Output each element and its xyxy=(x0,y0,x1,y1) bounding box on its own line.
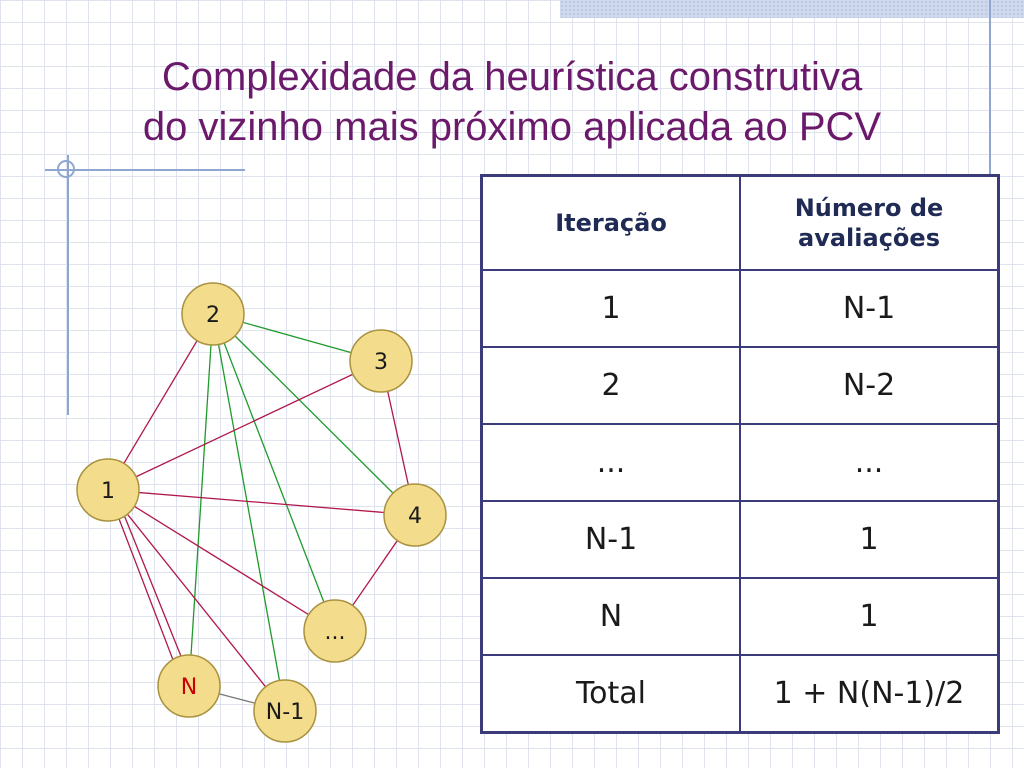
header-iteracao: Iteração xyxy=(482,176,741,271)
edge-2-n1 xyxy=(213,314,285,711)
title-line-2: do vizinho mais próximo aplicada ao PCV xyxy=(142,105,882,149)
node-3-label: 3 xyxy=(374,350,388,375)
table-cell: 1 + N(N-1)/2 xyxy=(740,655,999,733)
table-cell: N xyxy=(482,578,741,655)
edge-1-4 xyxy=(108,490,415,515)
table-row xyxy=(482,501,999,578)
graph-nodes xyxy=(77,283,446,742)
table-cell: 1 xyxy=(482,270,741,347)
node-1-label: 1 xyxy=(101,479,115,504)
table-cell: N-2 xyxy=(740,347,999,424)
table-cell: N-1 xyxy=(740,270,999,347)
table-cell: ... xyxy=(740,424,999,501)
edge-2-dots xyxy=(213,314,335,631)
table-cell: Total xyxy=(482,655,741,733)
edge-3-1 xyxy=(108,361,381,490)
table-cell: ... xyxy=(482,424,741,501)
table-row xyxy=(482,270,999,347)
table-row xyxy=(482,655,999,733)
edge-2-n xyxy=(189,314,213,686)
node-dots-label: ... xyxy=(324,620,346,645)
header-numero-avaliacoes: Número de avaliações xyxy=(740,176,999,271)
table-row xyxy=(482,578,999,655)
node-n-1-label: N-1 xyxy=(265,700,305,725)
table-cell: N-1 xyxy=(482,501,741,578)
table-header-row xyxy=(482,176,999,271)
table-cell: 2 xyxy=(482,347,741,424)
table-cell: 1 xyxy=(740,578,999,655)
node-2-label: 2 xyxy=(206,303,220,328)
evaluation-table xyxy=(480,174,1000,734)
node-4-label: 4 xyxy=(408,504,422,529)
table-row xyxy=(482,424,999,501)
title-line-1: Complexidade da heurística construtiva xyxy=(161,55,863,99)
table-row xyxy=(482,347,999,424)
node-n-label: N xyxy=(180,675,198,700)
table-cell: 1 xyxy=(740,501,999,578)
